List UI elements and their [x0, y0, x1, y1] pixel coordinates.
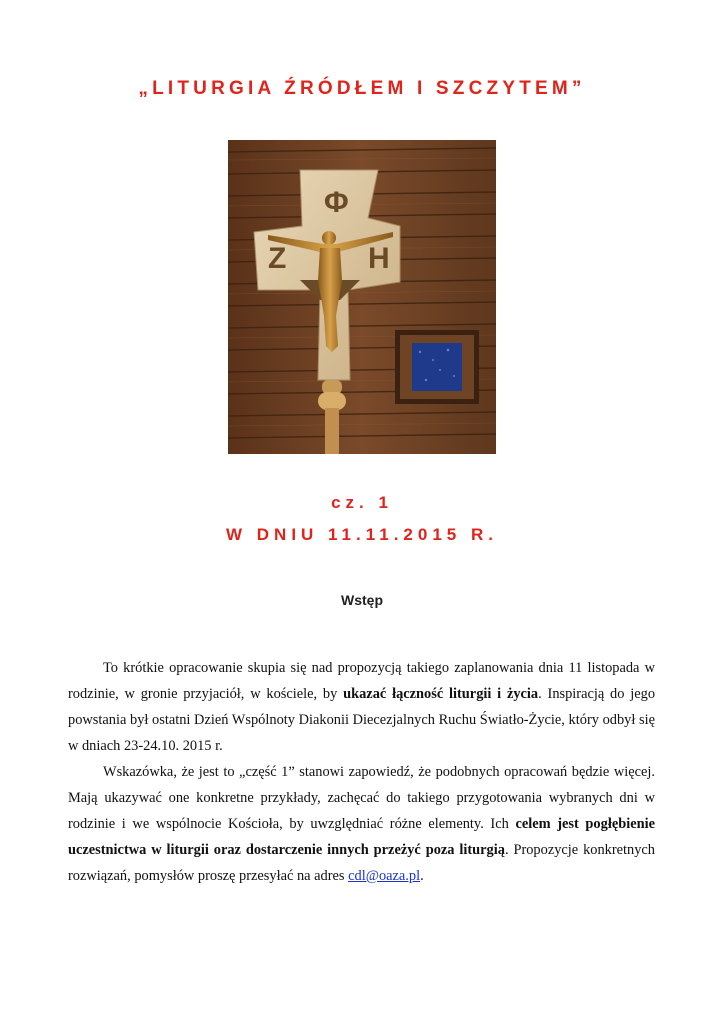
part-label: cz. 1 — [331, 493, 393, 512]
svg-text:Φ: Φ — [324, 186, 349, 219]
paragraph-1-text-a: To krótkie opracowanie skupia się nad propozycją takiego zaplanowania dnia 11 listopada w rodzinie, w gronie przyjaciół, w kościele, by — [68, 660, 655, 702]
section-heading: Wstęp — [341, 592, 383, 608]
paragraph-2 — [68, 759, 655, 889]
paragraph-2-text-b: . Propozycje konkretnych rozwiązań, pomysłów proszę przesyłać na adres — [68, 842, 656, 884]
email-link[interactable]: cdl@oaza.pl — [348, 868, 421, 884]
body-text — [68, 655, 655, 889]
paragraph-2-text-c: . — [420, 868, 424, 884]
document-title: „LITURGIA ŹRÓDŁEM I SZCZYTEM” — [138, 78, 586, 99]
paragraph-2-text-a: Wskazówka, że jest to „część 1” stanowi zapowiedź, że podobnych opracowań będzie więcej. Mają ukazywać one konkretne przykłady, zachęcać do takiego przygotowania wybranych dni w rodzinie i we wspólnocie Kościoła, by uwzględniać różne elementy. Ich — [68, 764, 655, 832]
paragraph-1-text-b: . Inspiracją do jego powstania był ostatni Dzień Wspólnoty Diakonii Diecezjalnych Ruchu Światło-Życie, który odbył się w dniach 23-24.10. 2015 r. — [68, 686, 656, 754]
date-line: W DNIU 11.11.2015 R. — [226, 525, 498, 544]
paragraph-1-bold: ukazać łączność liturgii i życia — [343, 686, 539, 702]
paragraph-2-bold: celem jest pogłębienie uczestnictwa w liturgii oraz dostarczenie innych przeżyć poza liturgią — [68, 816, 655, 858]
paragraph-1 — [68, 655, 655, 759]
svg-text:H: H — [368, 242, 390, 275]
crucifix-photo — [228, 140, 496, 454]
svg-text:Z: Z — [268, 242, 287, 275]
